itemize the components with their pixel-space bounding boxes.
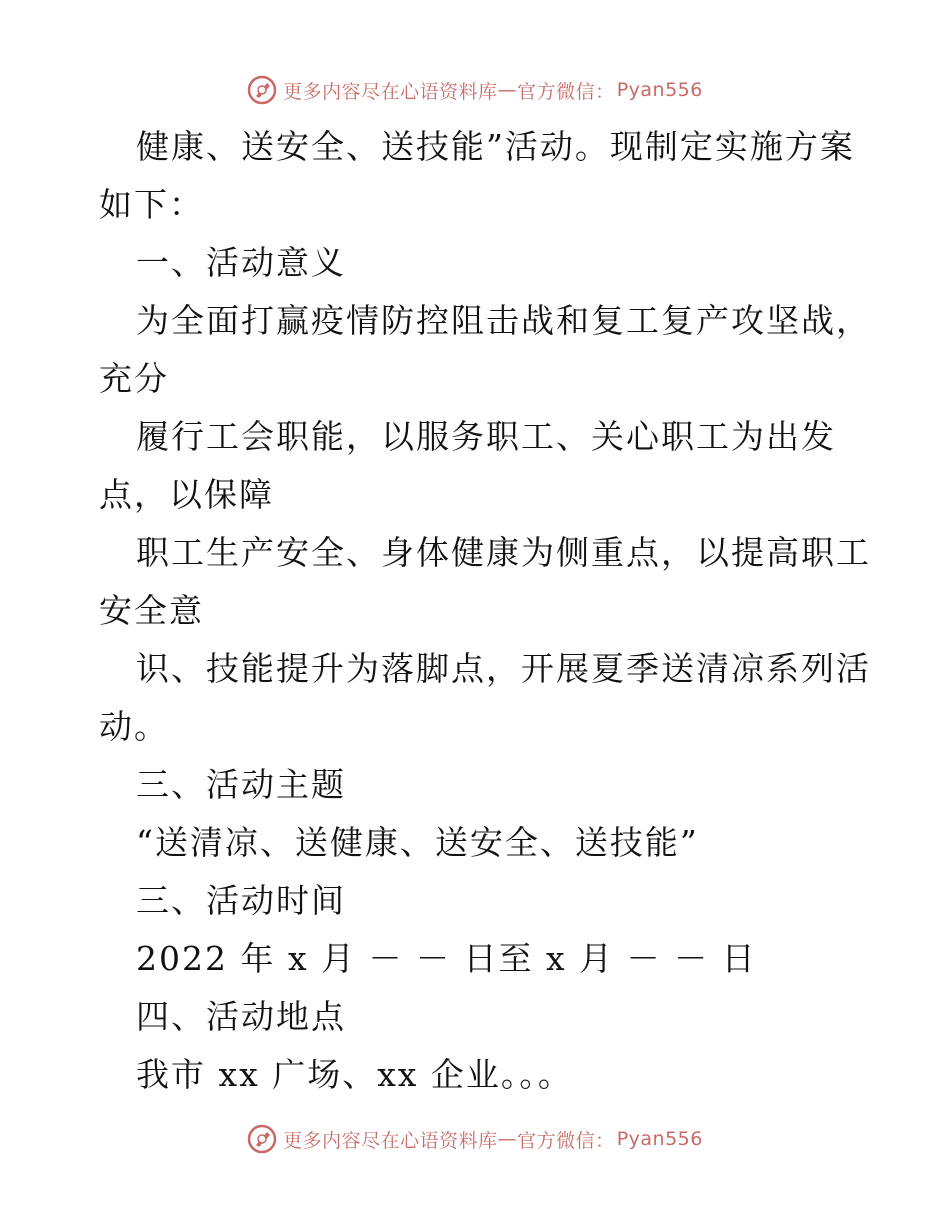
watermark-id: Pyan556 — [616, 79, 703, 101]
body-line: 健康、送安全、送技能”活动。现制定实施方案 — [136, 127, 855, 166]
body-line: 识、技能提升为落脚点，开展夏季送清凉系列活 — [136, 649, 871, 688]
body-line: 为全面打赢疫情防控阻击战和复工复产攻坚战， — [136, 301, 871, 340]
watermark-official: 官方微信： — [517, 80, 615, 103]
section-heading: 三、活动时间 — [136, 881, 346, 920]
body-line: 履行工会职能，以服务职工、关心职工为出发 — [136, 417, 836, 456]
body-line: 点，以保障 — [99, 475, 274, 514]
watermark-dash: — — [497, 1128, 518, 1150]
body-line: 充分 — [99, 359, 169, 398]
watermark-footer — [0, 1119, 950, 1159]
watermark-label: 更多内容尽在心语资料库 — [283, 1129, 498, 1152]
section-heading: 三、活动主题 — [136, 765, 346, 804]
watermark-official: 官方微信： — [517, 1129, 615, 1152]
body-line: 我市 xx 广场、xx 企业。。。 — [136, 1055, 573, 1094]
body-line: 安全意 — [99, 591, 204, 630]
body-line: 2022 年 x 月 － － 日至 x 月 － － 日 — [136, 939, 757, 978]
watermark-logo-icon — [247, 75, 277, 105]
body-line: 动。 — [99, 707, 169, 746]
watermark-label: 更多内容尽在心语资料库 — [283, 80, 498, 103]
watermark-id: Pyan556 — [616, 1128, 703, 1150]
section-heading: 四、活动地点 — [136, 997, 346, 1036]
watermark-header — [0, 70, 950, 110]
section-heading: 一、活动意义 — [136, 243, 346, 282]
body-line: 如下： — [99, 185, 204, 224]
body-line: 职工生产安全、身体健康为侧重点，以提高职工 — [136, 533, 871, 572]
watermark-logo-icon — [247, 1124, 277, 1154]
watermark-dash: — — [497, 79, 518, 101]
body-line: “送清凉、送健康、送安全、送技能” — [136, 823, 699, 862]
